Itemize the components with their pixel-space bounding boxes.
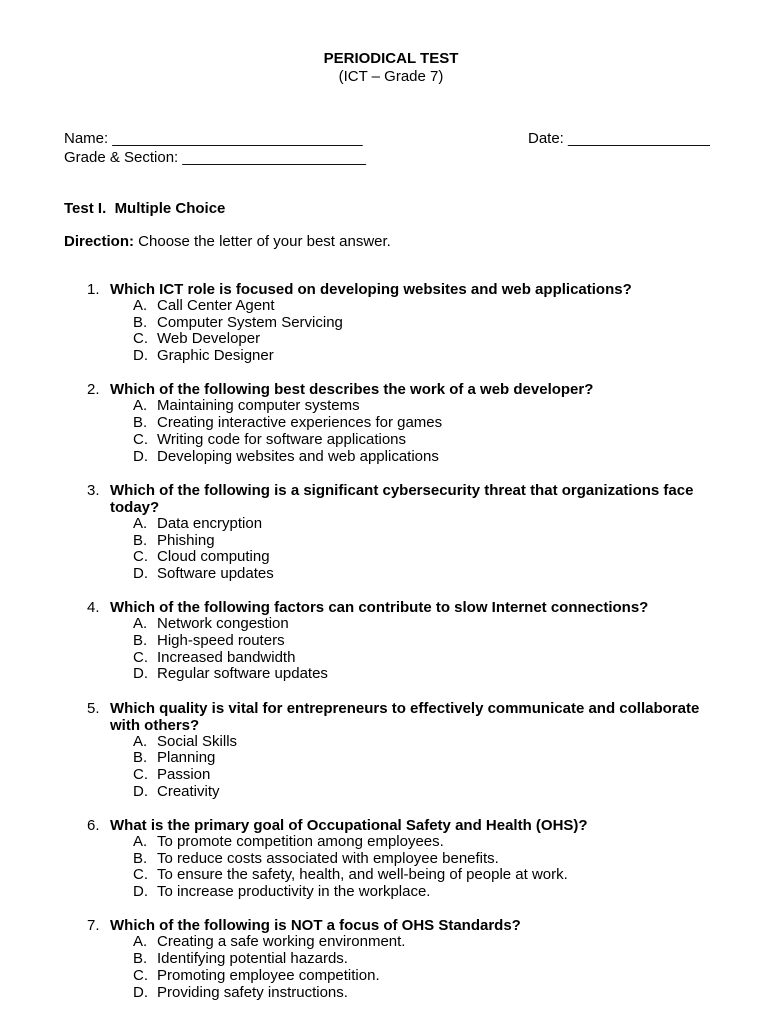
answer-option bbox=[0, 533, 768, 550]
question-item bbox=[0, 599, 768, 683]
option-text: Computer System Servicing bbox=[157, 313, 343, 331]
option-letter: D. bbox=[133, 447, 148, 465]
question-number: 4. bbox=[87, 599, 100, 617]
option-letter: A. bbox=[133, 833, 148, 851]
question-text: Which ICT role is focused on developing websites and web applications? bbox=[110, 281, 632, 298]
question-item bbox=[0, 700, 768, 801]
answer-option bbox=[0, 432, 768, 449]
option-text: Planning bbox=[157, 749, 216, 767]
option-letter: B. bbox=[133, 414, 148, 432]
option-text: Providing safety instructions. bbox=[157, 983, 348, 1001]
option-letter: D. bbox=[133, 983, 148, 1001]
option-letter: B. bbox=[133, 749, 148, 767]
option-text: Identifying potential hazards. bbox=[157, 950, 348, 968]
answer-option bbox=[0, 415, 768, 432]
answer-option bbox=[0, 784, 768, 801]
option-letter: D. bbox=[133, 665, 148, 683]
answer-option bbox=[0, 767, 768, 784]
option-text: Call Center Agent bbox=[157, 297, 275, 314]
option-text: To increase productivity in the workplace. bbox=[157, 883, 431, 901]
option-letter: C. bbox=[133, 330, 148, 348]
question-item bbox=[0, 381, 768, 465]
question-item bbox=[0, 281, 768, 365]
option-text: Data encryption bbox=[157, 514, 263, 532]
answer-option bbox=[0, 633, 768, 650]
option-letter: A. bbox=[133, 615, 148, 633]
option-text: Promoting employee competition. bbox=[157, 966, 380, 984]
option-letter: C. bbox=[133, 866, 148, 884]
option-text: Social Skills bbox=[157, 732, 238, 750]
answer-option bbox=[0, 516, 768, 533]
answer-option bbox=[0, 348, 768, 365]
answer-option bbox=[0, 834, 768, 851]
direction-text: Choose the letter of your best answer. bbox=[134, 233, 391, 250]
option-letter: D. bbox=[133, 564, 148, 582]
answer-option bbox=[0, 968, 768, 985]
option-text: High-speed routers bbox=[157, 631, 285, 649]
option-letter: C. bbox=[133, 430, 148, 448]
option-letter: B. bbox=[133, 631, 148, 649]
option-letter: B. bbox=[133, 313, 148, 331]
option-text: To reduce costs associated with employee benefits. bbox=[157, 849, 499, 867]
question-number: 7. bbox=[87, 917, 100, 935]
option-letter: C. bbox=[133, 648, 148, 666]
option-letter: D. bbox=[133, 782, 148, 800]
answer-option bbox=[0, 616, 768, 633]
question-item bbox=[0, 482, 768, 583]
option-letter: C. bbox=[133, 966, 148, 984]
option-letter: A. bbox=[133, 732, 148, 750]
option-text: Software updates bbox=[157, 564, 274, 582]
question-item bbox=[0, 917, 768, 1001]
option-text: Creating interactive experiences for games bbox=[157, 414, 443, 432]
answer-option bbox=[0, 666, 768, 683]
grade-section-field: Grade & Section: ______________________ bbox=[64, 149, 366, 166]
option-text: Developing websites and web applications bbox=[157, 447, 439, 465]
option-text: To promote competition among employees. bbox=[157, 833, 444, 851]
option-letter: A. bbox=[133, 514, 148, 532]
name-field: Name: ______________________________ bbox=[64, 130, 363, 147]
option-text: Writing code for software applications bbox=[157, 430, 407, 448]
answer-option bbox=[0, 298, 768, 315]
question-text: Which quality is vital for entrepreneurs to effectively communicate and collaborate with others? bbox=[110, 699, 700, 734]
question-text: Which of the following is NOT a focus of OHS Standards? bbox=[110, 917, 521, 935]
answer-option bbox=[0, 398, 768, 415]
question-item bbox=[0, 817, 768, 901]
direction-label: Direction: bbox=[64, 233, 135, 250]
answer-option bbox=[0, 750, 768, 767]
question-text: What is the primary goal of Occupational Safety and Health (OHS)? bbox=[110, 817, 588, 835]
option-text: Phishing bbox=[157, 531, 215, 549]
option-text: Graphic Designer bbox=[157, 347, 274, 365]
option-text: Network congestion bbox=[157, 615, 289, 633]
option-letter: B. bbox=[133, 950, 148, 968]
answer-option bbox=[0, 934, 768, 951]
option-letter: D. bbox=[133, 883, 148, 901]
question-number: 1. bbox=[87, 281, 100, 298]
question-text: Which of the following best describes the work of a web developer? bbox=[110, 381, 594, 399]
answer-option bbox=[0, 734, 768, 751]
answer-option bbox=[0, 566, 768, 583]
test-heading: Test I. Multiple Choice bbox=[64, 200, 226, 217]
option-text: Maintaining computer systems bbox=[157, 397, 360, 415]
option-letter: C. bbox=[133, 548, 148, 566]
question-text: Which of the following factors can contribute to slow Internet connections? bbox=[110, 599, 649, 617]
option-letter: A. bbox=[133, 297, 148, 314]
answer-option bbox=[0, 851, 768, 868]
option-text: Creativity bbox=[157, 782, 220, 800]
answer-option bbox=[0, 449, 768, 466]
option-letter: A. bbox=[133, 933, 148, 951]
question-number: 6. bbox=[87, 817, 100, 835]
question-text: Which of the following is a significant cybersecurity threat that organizations face today? bbox=[110, 481, 694, 516]
answer-option bbox=[0, 650, 768, 667]
question-number: 2. bbox=[87, 381, 100, 399]
page-title: PERIODICAL TEST bbox=[323, 50, 459, 67]
answer-option bbox=[0, 331, 768, 348]
option-text: Regular software updates bbox=[157, 665, 328, 683]
answer-option bbox=[0, 549, 768, 566]
option-letter: C. bbox=[133, 766, 148, 784]
option-letter: A. bbox=[133, 397, 148, 415]
question-list bbox=[0, 281, 768, 1018]
date-field: Date: _________________ bbox=[528, 130, 710, 147]
option-text: Passion bbox=[157, 766, 211, 784]
page-subtitle: (ICT – Grade 7) bbox=[338, 68, 444, 85]
question-number: 3. bbox=[87, 481, 100, 499]
question-number: 5. bbox=[87, 699, 100, 717]
option-text: To ensure the safety, health, and well-being of people at work. bbox=[157, 866, 568, 884]
option-letter: B. bbox=[133, 531, 148, 549]
option-text: Creating a safe working environment. bbox=[157, 933, 406, 951]
option-text: Increased bandwidth bbox=[157, 648, 296, 666]
answer-option bbox=[0, 985, 768, 1002]
option-text: Web Developer bbox=[157, 330, 261, 348]
answer-option bbox=[0, 951, 768, 968]
answer-option bbox=[0, 867, 768, 884]
direction bbox=[64, 233, 391, 251]
option-letter: D. bbox=[133, 347, 148, 365]
option-text: Cloud computing bbox=[157, 548, 270, 566]
answer-option bbox=[0, 315, 768, 332]
answer-option bbox=[0, 884, 768, 901]
option-letter: B. bbox=[133, 849, 148, 867]
